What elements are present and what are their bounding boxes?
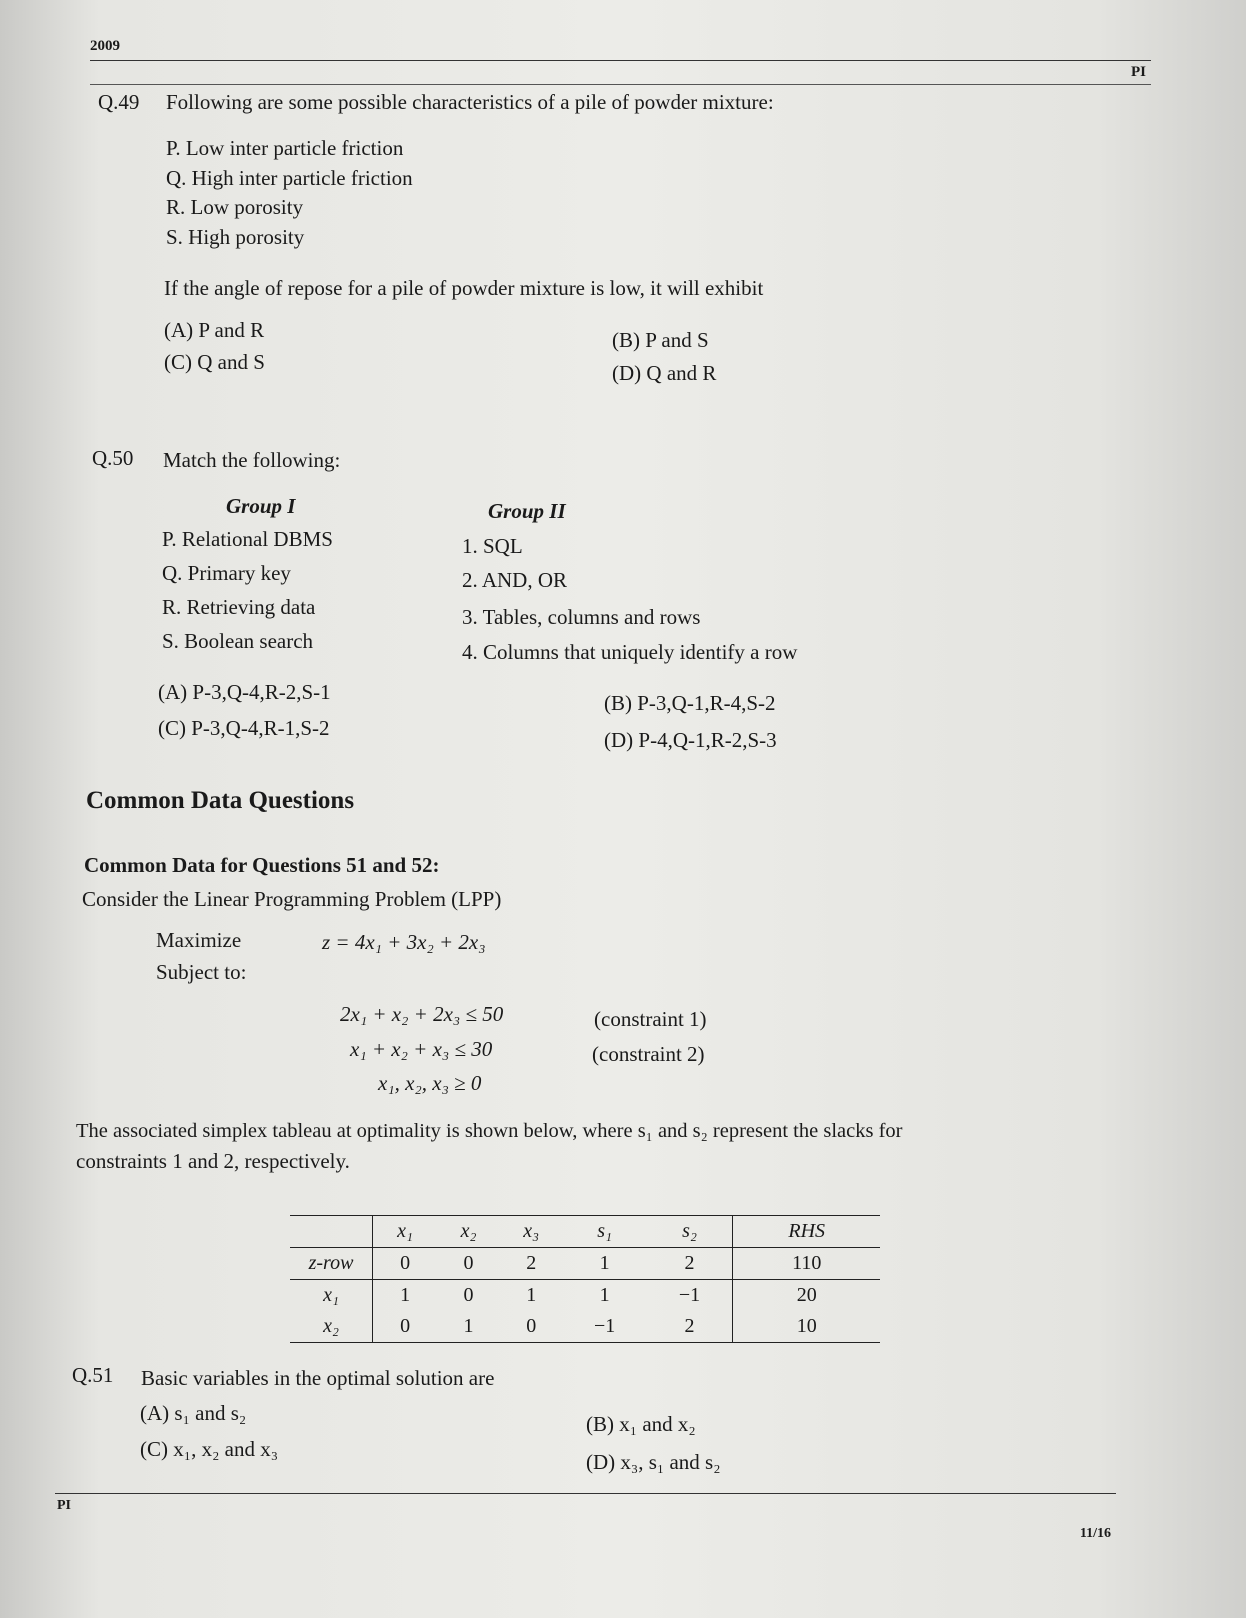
- q50-group1-title: Group I: [226, 494, 296, 518]
- q50-option-b[interactable]: (B) P-3,Q-1,R-4,S-2: [604, 691, 776, 715]
- q50-stem: Match the following:: [163, 448, 341, 472]
- header-year: 2009: [90, 38, 120, 54]
- header-rule: [90, 60, 1151, 61]
- tableau-cell: 1: [599, 1284, 610, 1306]
- q50-group1-item-p: P. Relational DBMS: [162, 527, 333, 551]
- tableau-cell: −1: [563, 1311, 647, 1343]
- tableau-cell: 2: [647, 1311, 733, 1343]
- tableau-row-label: x₂: [290, 1311, 373, 1343]
- q49-item-s: S. High porosity: [166, 225, 305, 249]
- tableau-intro-line2: constraints 1 and 2, respectively.: [76, 1149, 350, 1173]
- lpp-nonnegativity: x₁, x₂, x₃ ≥ 0: [378, 1071, 482, 1095]
- tableau-cell: 1: [526, 1284, 537, 1306]
- q49-option-b[interactable]: (B) P and S: [612, 328, 709, 352]
- tableau-cell: 0: [437, 1248, 500, 1280]
- header-rule-secondary: [90, 84, 1151, 85]
- q49-option-d[interactable]: (D) Q and R: [612, 361, 717, 385]
- common-data-subheading: Common Data for Questions 51 and 52:: [84, 853, 440, 877]
- q51-stem: Basic variables in the optimal solution are: [141, 1366, 495, 1390]
- tableau-cell: 0: [373, 1311, 438, 1343]
- tableau-cell: −1: [678, 1284, 701, 1306]
- q50-option-c[interactable]: (C) P-3,Q-4,R-1,S-2: [158, 716, 330, 740]
- q50-group1-item-q: Q. Primary key: [162, 561, 291, 585]
- tableau-cell: 0: [500, 1311, 563, 1343]
- q50-group2-title: Group II: [488, 499, 566, 523]
- q51-number: Q.51: [72, 1363, 114, 1387]
- tableau-cell-rhs: 10: [733, 1311, 880, 1343]
- common-data-heading: Common Data Questions: [86, 787, 355, 814]
- q49-option-c[interactable]: (C) Q and S: [164, 350, 265, 374]
- tableau-header-x2: x₂: [437, 1216, 500, 1248]
- tableau-header-rhs: RHS: [733, 1216, 880, 1248]
- q51-option-a[interactable]: (A) s₁ and s₂: [140, 1401, 247, 1425]
- lpp-constraint-1-label: (constraint 1): [594, 1007, 707, 1031]
- q49-item-q: Q. High inter particle friction: [166, 166, 413, 190]
- tableau-cell-rhs: 110: [733, 1248, 880, 1280]
- q49-number: Q.49: [98, 90, 140, 114]
- lpp-constraint-1: 2x₁ + x₂ + 2x₃ ≤ 50: [340, 1002, 504, 1026]
- tableau-cell: 1: [400, 1284, 411, 1306]
- table-row: [290, 1280, 880, 1312]
- tableau-header-s2: s₂: [647, 1216, 733, 1248]
- q50-group2-item-4: 4. Columns that uniquely identify a row: [462, 640, 798, 664]
- footer-rule: [55, 1493, 1116, 1494]
- table-row: [290, 1248, 880, 1280]
- lpp-maximize-label: Maximize: [156, 928, 242, 952]
- tableau-cell-rhs: 20: [733, 1280, 880, 1312]
- q50-group2-item-3: 3. Tables, columns and rows: [462, 605, 701, 629]
- tableau-cell: 2: [647, 1248, 733, 1280]
- lpp-intro: Consider the Linear Programming Problem (LPP): [82, 887, 502, 911]
- lpp-objective: z = 4x₁ + 3x₂ + 2x₃: [322, 930, 486, 954]
- q50-option-d[interactable]: (D) P-4,Q-1,R-2,S-3: [604, 728, 777, 752]
- q50-group1-item-r: R. Retrieving data: [162, 595, 316, 619]
- tableau-header-x3: x₃: [500, 1216, 563, 1248]
- lpp-subject-to: Subject to:: [156, 960, 247, 984]
- header-paper-code: PI: [1131, 64, 1146, 80]
- lpp-constraint-2: x₁ + x₂ + x₃ ≤ 30: [350, 1037, 493, 1061]
- footer-paper-code: PI: [57, 1498, 71, 1513]
- tableau-row-label: x₁: [290, 1280, 373, 1312]
- footer-page-number: 11/16: [1079, 1526, 1111, 1541]
- tableau-cell: 2: [500, 1248, 563, 1280]
- q49-question: If the angle of repose for a pile of powder mixture is low, it will exhibit: [164, 276, 764, 300]
- tableau-cell: 0: [373, 1248, 438, 1280]
- tableau-row-label: z-row: [290, 1248, 373, 1280]
- tableau-cell: 1: [563, 1248, 647, 1280]
- q50-option-a[interactable]: (A) P-3,Q-4,R-2,S-1: [158, 680, 331, 704]
- q50-number: Q.50: [92, 446, 134, 470]
- tableau-cell: 0: [463, 1284, 474, 1306]
- tableau-intro-line1: The associated simplex tableau at optimality is shown below, where s₁ and s₂ represent the slacks for: [76, 1120, 903, 1142]
- q51-option-d[interactable]: (D) x₃, s₁ and s₂: [586, 1450, 721, 1474]
- q50-group2-item-1: 1. SQL: [462, 534, 523, 558]
- tableau-header-corner: [290, 1216, 373, 1248]
- tableau-header-row: [290, 1216, 880, 1248]
- table-row: [290, 1311, 880, 1343]
- lpp-constraint-2-label: (constraint 2): [592, 1042, 705, 1066]
- q49-item-r: R. Low porosity: [166, 195, 304, 219]
- q49-option-a[interactable]: (A) P and R: [164, 318, 265, 342]
- q49-stem: Following are some possible characteristics of a pile of powder mixture:: [166, 90, 774, 114]
- tableau-header-x1: x₁: [373, 1216, 438, 1248]
- simplex-tableau: [290, 1215, 880, 1343]
- tableau-header-s1: s₁: [563, 1216, 647, 1248]
- q51-option-c[interactable]: (C) x₁, x₂ and x₃: [140, 1437, 279, 1461]
- q50-group2-item-2: 2. AND, OR: [462, 568, 568, 592]
- q51-option-b[interactable]: (B) x₁ and x₂: [586, 1412, 696, 1436]
- q50-group1-item-s: S. Boolean search: [162, 629, 314, 653]
- tableau-cell: 1: [437, 1311, 500, 1343]
- q49-item-p: P. Low inter particle friction: [166, 136, 404, 160]
